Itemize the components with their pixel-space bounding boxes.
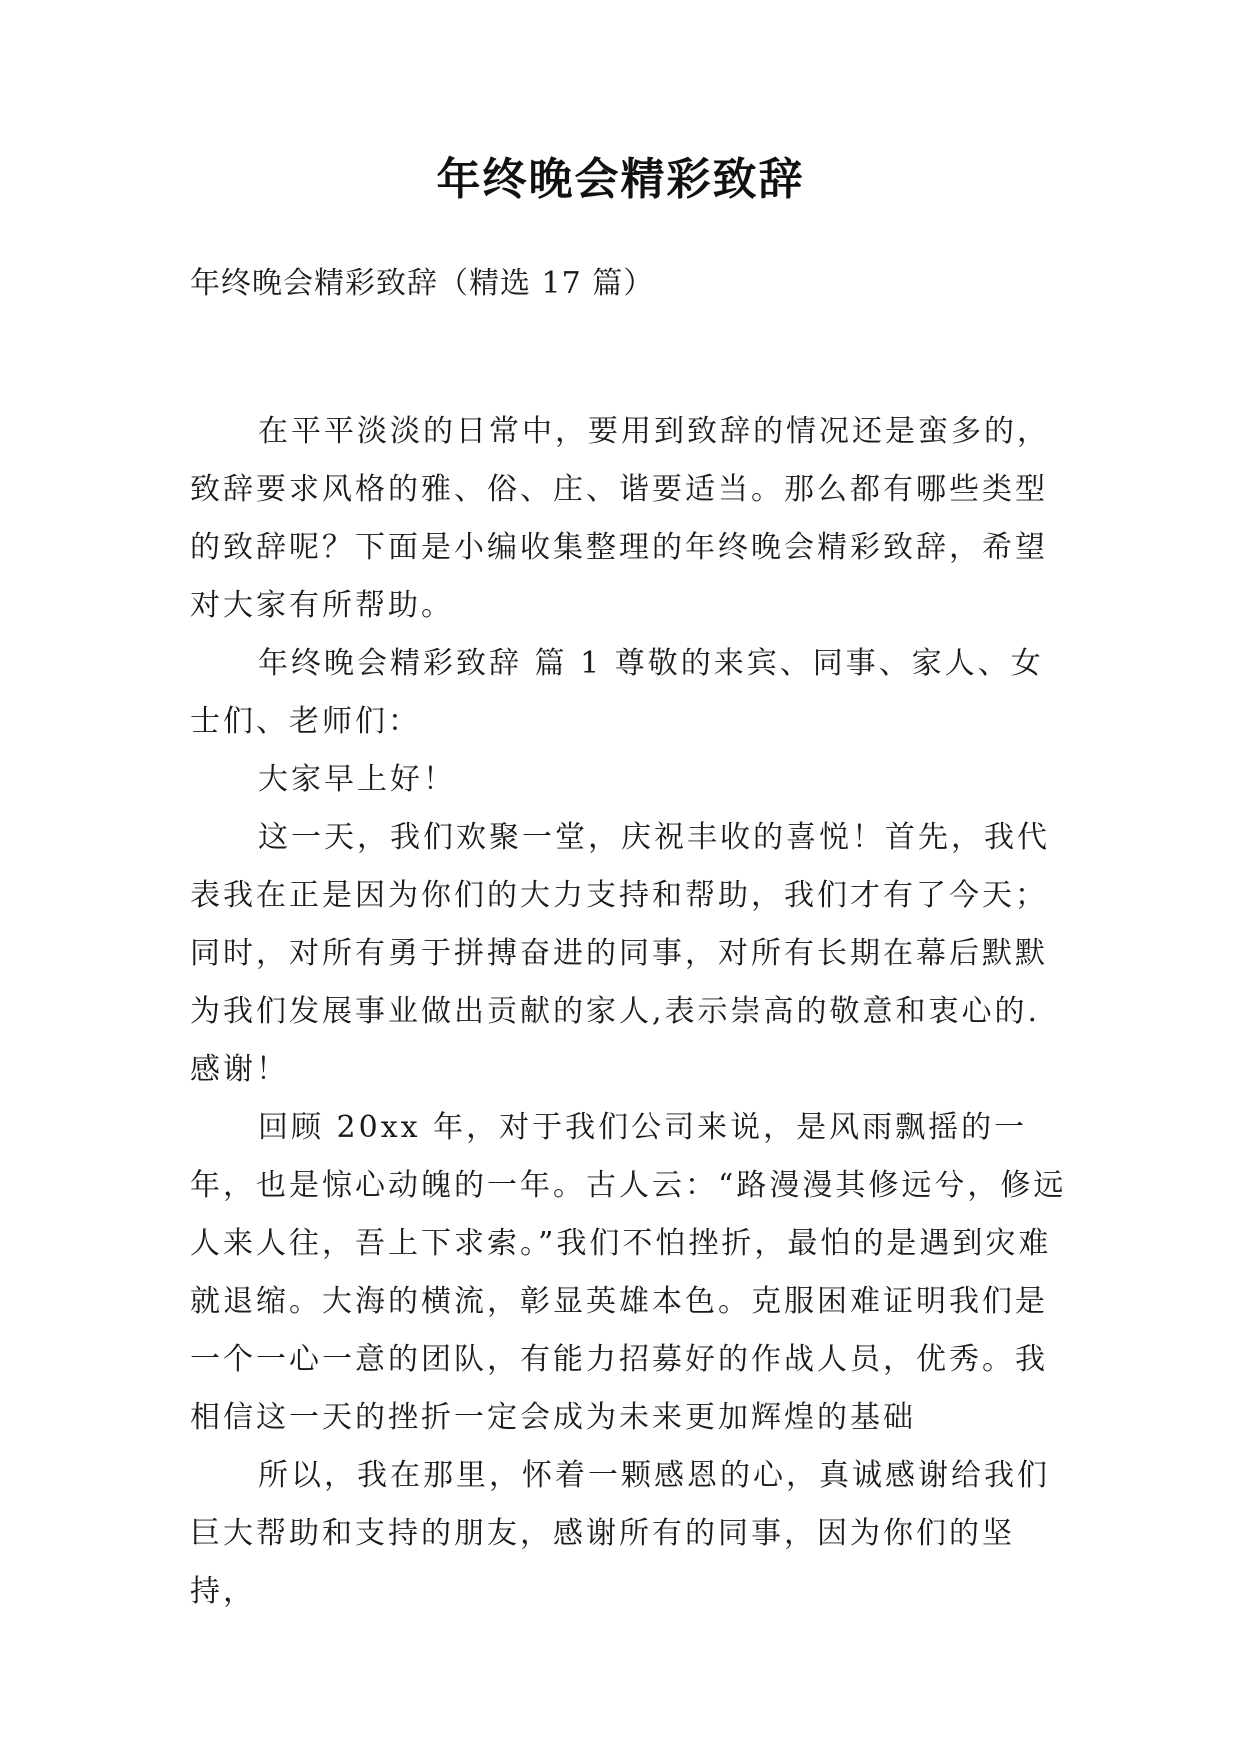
paragraph-greeting-heading: 年终晚会精彩致辞 篇 1 尊敬的来宾、同事、家人、女士们、老师们： [190,646,1044,739]
paragraph-intro: 在平平淡淡的日常中，要用到致辞的情况还是蛮多的，致辞要求风格的雅、俗、庄、谐要适当。那么都有哪些类型的致辞呢？下面是小编收集整理的年终晚会精彩致辞，希望对大家有所帮助。 [190,414,1050,623]
document-title: 年终晚会精彩致辞 [436,154,805,205]
paragraph-good-morning: 大家早上好！ [258,762,456,797]
document-subtitle: 年终晚会精彩致辞（精选 17 篇） [190,266,655,301]
paragraph-thanks: 这一天，我们欢聚一堂，庆祝丰收的喜悦！首先，我代表我在正是因为你们的大力支持和帮助，我们才有了今天；同时，对所有勇于拼搏奋进的同事，对所有长期在幕后默默为我们发展事业做出贡献的家人,表示崇高的敬意和衷心的.感谢！ [190,820,1050,1087]
paragraph-review: 回顾 20xx 年，对于我们公司来说，是风雨飘摇的一年，也是惊心动魄的一年。古人云：“路漫漫其修远兮，修远人来人往，吾上下求索。”我们不怕挫折，最怕的是遇到灾难就退缩。大海的横流，彰显英雄本色。克服困难证明我们是一个一心一意的团队，有能力招募好的作战人员，优秀。我相信这一天的挫折一定会成为未来更加辉煌的基础 [190,1110,1067,1435]
document-body [190,403,1070,1621]
paragraph-gratitude: 所以，我在那里，怀着一颗感恩的心，真诚感谢给我们巨大帮助和支持的朋友，感谢所有的同事，因为你们的坚持， [190,1458,1050,1609]
